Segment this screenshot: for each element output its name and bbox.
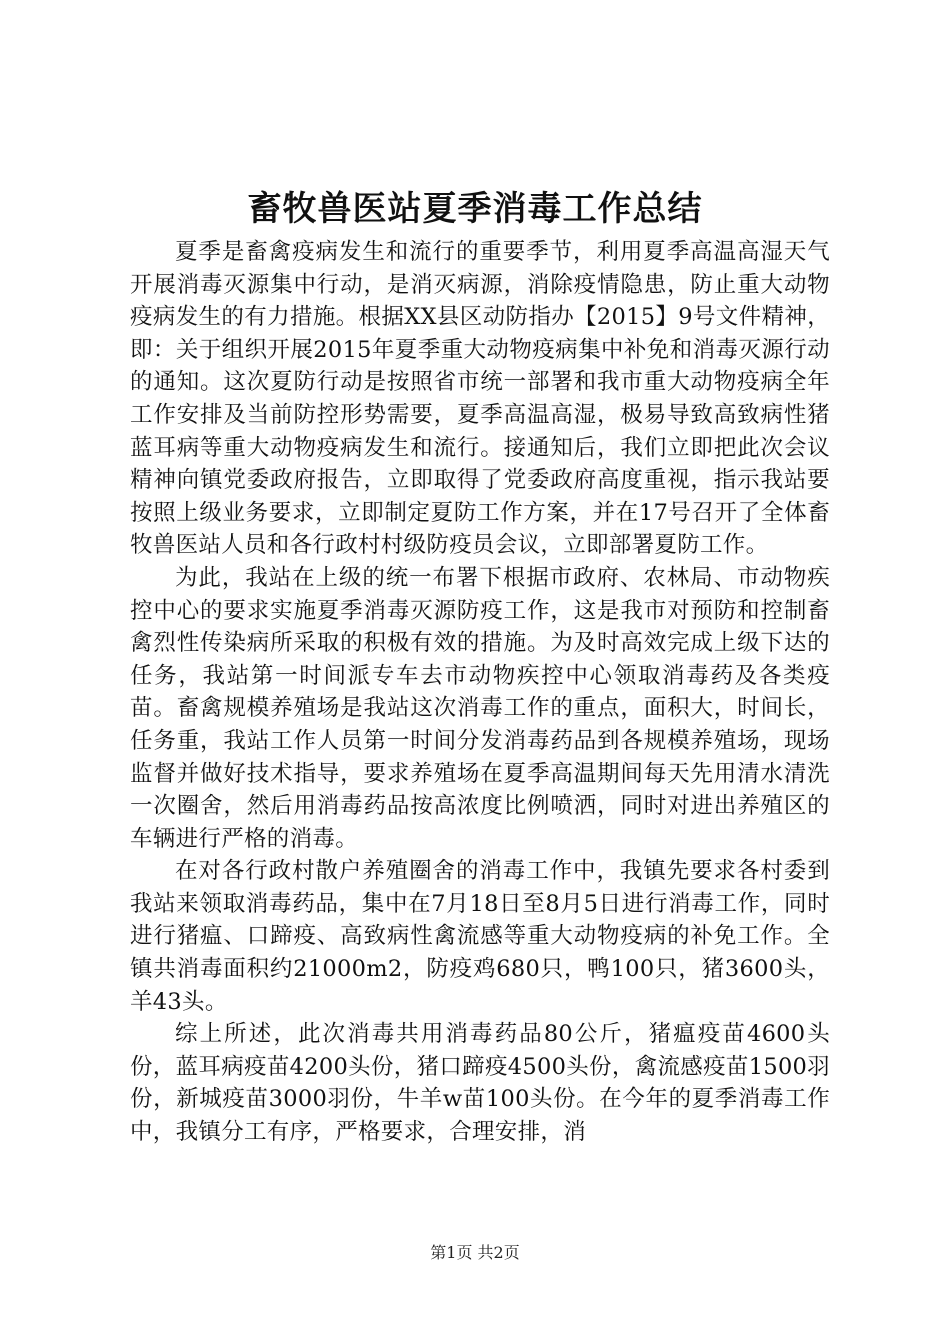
- document-body: [130, 236, 830, 1149]
- page-number-footer: 第1页 共2页: [430, 1243, 520, 1262]
- document-title: 畜牧兽医站夏季消毒工作总结: [247, 189, 703, 229]
- paragraph-1: 夏季是畜禽疫病发生和流行的重要季节，利用夏季高温高湿天气开展消毒灭源集中行动，是消灭病源，消除疫情隐患，防止重大动物疫病发生的有力措施。根据XX县区动防指办【2015】9号文件精神，即：关于组织开展2015年夏季重大动物疫病集中补免和消毒灭源行动的通知。这次夏防行动是按照省市统一部署和我市重大动物疫病全年工作安排及当前防控形势需要，夏季高温高湿，极易导致高致病性猪蓝耳病等重大动物疫病发生和流行。接通知后，我们立即把此次会议精神向镇党委政府报告，立即取得了党委政府高度重视，指示我站要按照上级业务要求，立即制定夏防工作方案，并在17号召开了全体畜牧兽医站人员和各行政村村级防疫员会议，立即部署夏防工作。: [130, 239, 830, 559]
- paragraph-3: 在对各行政村散户养殖圈舍的消毒工作中，我镇先要求各村委到我站来领取消毒药品，集中在7月18日至8月5日进行消毒工作，同时进行猪瘟、口蹄疫、高致病性禽流感等重大动物疫病的补免工作。全镇共消毒面积约21000m2，防疫鸡680只，鸭100只，猪3600头，羊43头。: [130, 858, 830, 1015]
- paragraph-4: 综上所述，此次消毒共用消毒药品80公斤，猪瘟疫苗4600头份，蓝耳病疫苗4200头份，猪口蹄疫4500头份，禽流感疫苗1500羽份，新城疫苗3000羽份，牛羊w苗100头份。在今年的夏季消毒工作中，我镇分工有序，严格要求，合理安排，消: [130, 1021, 830, 1146]
- paragraph-2: 为此，我站在上级的统一布署下根据市政府、农林局、市动物疾控中心的要求实施夏季消毒灭源防疫工作，这是我市对预防和控制畜禽烈性传染病所采取的积极有效的措施。为及时高效完成上级下达的任务，我站第一时间派专车去市动物疾控中心领取消毒药及各类疫苗。畜禽规模养殖场是我站这次消毒工作的重点，面积大，时间长，任务重，我站工作人员第一时间分发消毒药品到各规模养殖场，现场监督并做好技术指导，要求养殖场在夏季高温期间每天先用清水清洗一次圈舍，然后用消毒药品按高浓度比例喷洒，同时对进出养殖区的车辆进行严格的消毒。: [130, 564, 830, 852]
